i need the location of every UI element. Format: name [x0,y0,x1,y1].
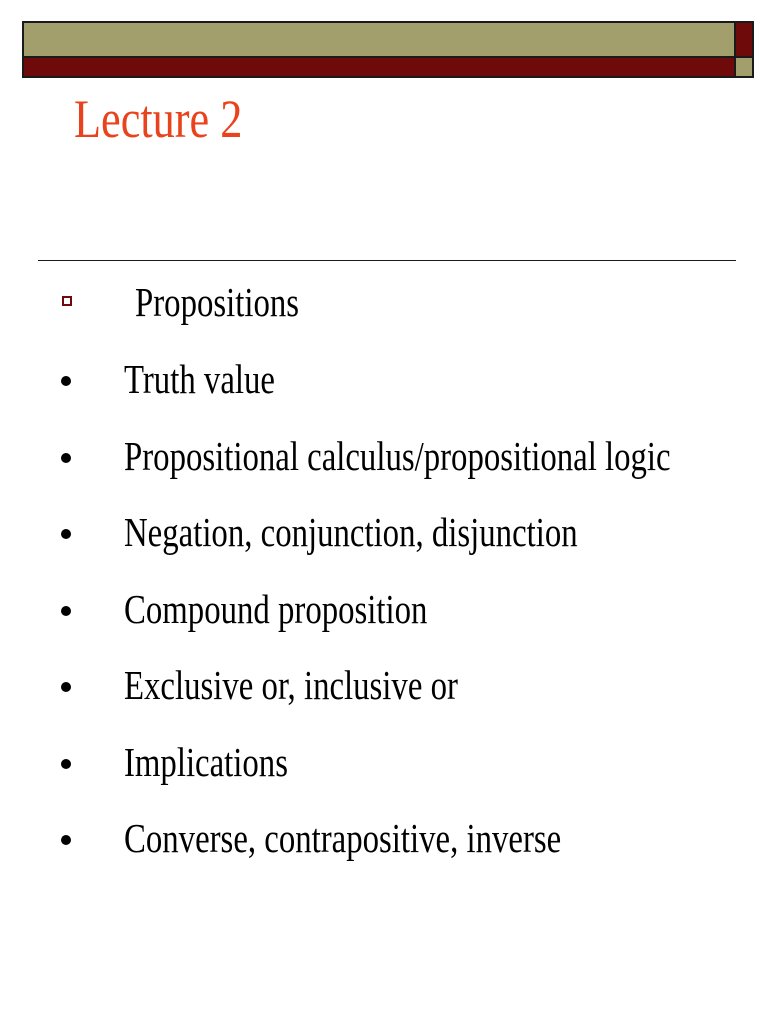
list-item [0,662,700,725]
list-item [0,739,700,802]
list-item-text: Converse, contrapositive, inverse [124,815,562,861]
list-item [0,815,700,878]
bullet-dot-icon [61,606,71,616]
list-item-text: Truth value [124,356,275,402]
list-item-text: Compound proposition [124,586,428,632]
list-item-text: Implications [124,739,288,785]
list-item-text: Propositions [135,279,300,325]
bullet-dot-icon [61,759,71,769]
title-divider [38,260,736,261]
header-band-olive [24,23,734,56]
list-item [0,279,700,342]
header-corner-olive [736,58,752,76]
bullet-dot-icon [61,376,71,386]
list-item [0,586,700,649]
list-item-text: Propositional calculus/propositional logic [124,433,671,479]
bullet-dot-icon [61,529,71,539]
list-item-text: Exclusive or, inclusive or [124,662,458,708]
slide-title: Lecture 2 [74,89,243,149]
bullet-dot-icon [61,835,71,845]
list-item [0,356,700,419]
bullet-dot-icon [61,453,71,463]
square-bullet-icon [62,296,72,306]
list-item-text: Negation, conjunction, disjunction [124,509,578,555]
bullet-dot-icon [61,682,71,692]
list-item [0,509,700,572]
header-corner-maroon [736,23,752,56]
list-item [0,433,700,496]
header-band-maroon [24,58,734,76]
